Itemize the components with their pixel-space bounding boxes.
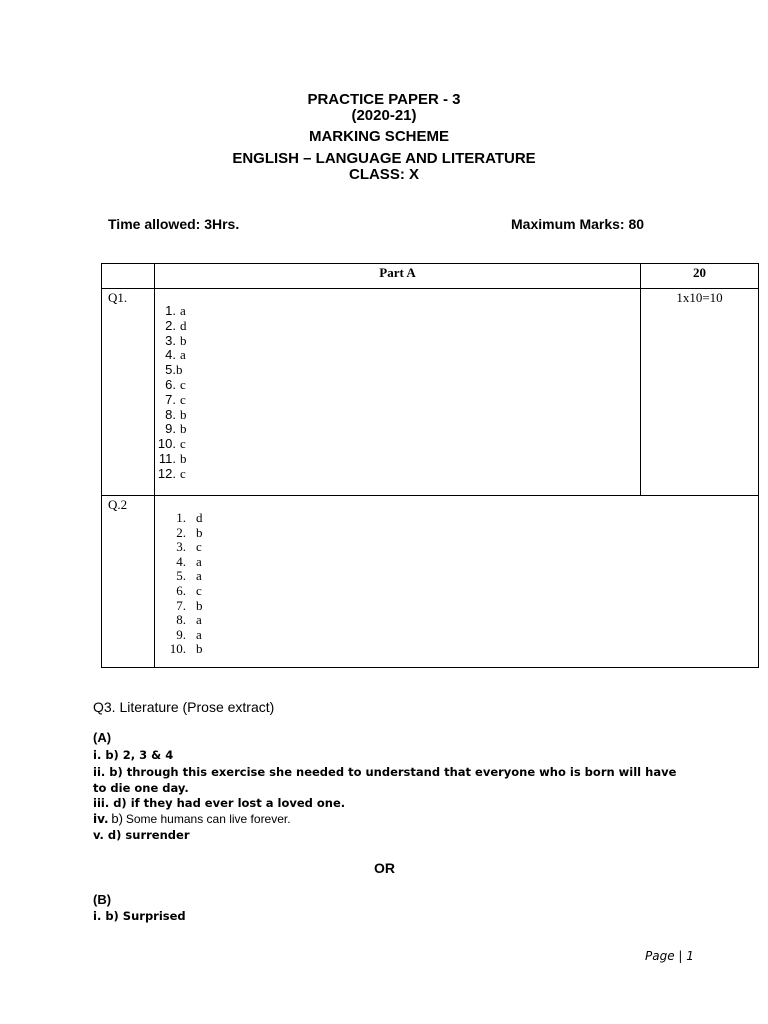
answer-a-i: i. b) 2, 3 & 4 — [93, 748, 174, 762]
q1-answer-letter: b — [180, 332, 187, 348]
q1-answer-letter: b — [180, 406, 187, 422]
q1-answer-number: 10. — [157, 436, 176, 452]
title-marking-scheme: MARKING SCHEME — [308, 128, 449, 145]
page-number: Page | 1 — [645, 949, 694, 963]
q1-answers-cell — [155, 289, 641, 496]
q1-answer-item — [155, 319, 640, 334]
section-b-label: (B) — [93, 892, 112, 907]
q2-answer-letter: d — [196, 510, 203, 525]
q2-answer-letter: a — [196, 553, 202, 569]
q2-answer-number: 4. — [176, 553, 186, 569]
time-allowed: Time allowed: 3Hrs. — [108, 216, 240, 232]
q1-answer-number: 9. — [165, 421, 176, 437]
q2-answer-letter: b — [196, 597, 203, 613]
q2-answer-item — [155, 526, 758, 541]
q1-answer-number: 12. — [157, 465, 176, 481]
q2-answer-item — [155, 555, 758, 570]
q1-answer-letter: c — [180, 436, 186, 452]
q3-heading: Q3. Literature (Prose extract) — [93, 699, 275, 715]
q2-answer-number: 7. — [176, 597, 186, 613]
q1-answer-letter: a — [180, 303, 186, 318]
table-row-q1 — [102, 289, 759, 496]
q1-answer-number: 1. — [165, 303, 176, 318]
or-separator: OR — [374, 860, 395, 876]
q1-answer-item — [155, 363, 640, 378]
q2-answer-letter: b — [196, 641, 203, 657]
q1-answer-item — [155, 334, 640, 349]
answer-a-iv-text: Some humans can live forever. — [125, 812, 291, 826]
q2-label: Q.2 — [102, 496, 155, 668]
q2-answer-number: 10. — [169, 641, 186, 657]
q1-answer-item — [155, 304, 640, 319]
q1-answer-number: 4. — [165, 347, 176, 363]
part-a-marks: 20 — [641, 264, 759, 289]
q1-answer-item — [155, 393, 640, 408]
answer-a-iv — [93, 811, 291, 826]
q1-answer-letter: c — [180, 391, 186, 407]
section-a-label: (A) — [93, 730, 112, 745]
answer-a-v: v. d) surrender — [93, 828, 190, 842]
part-a-heading: Part A — [155, 264, 641, 289]
q1-answer-letter: b — [180, 421, 187, 437]
q1-answer-number: 7. — [165, 391, 176, 407]
q1-answer-item — [155, 467, 640, 482]
answer-a-iii: iii. d) if they had ever lost a loved one. — [93, 796, 346, 810]
q2-answer-number: 6. — [176, 582, 186, 598]
empty-cell — [102, 264, 155, 289]
q2-answer-number: 8. — [176, 612, 186, 628]
q2-answer-number: 5. — [176, 568, 186, 584]
q1-answer-item — [155, 408, 640, 423]
q2-answers-cell — [155, 496, 759, 668]
q2-answer-number: 1. — [176, 510, 186, 525]
q2-answer-letter: c — [196, 539, 202, 555]
q2-answer-item — [155, 584, 758, 599]
q2-answer-letter: a — [196, 568, 202, 584]
title-subject: ENGLISH – LANGUAGE AND LITERATURE — [232, 150, 536, 167]
q2-answer-letter: a — [196, 612, 202, 628]
q1-label: Q1. — [102, 289, 155, 496]
q1-answer-list — [155, 304, 640, 482]
q2-answer-item — [155, 540, 758, 555]
q1-answer-number: 5. — [165, 362, 176, 378]
q1-answer-number: 11. — [158, 450, 176, 466]
q1-answer-letter: b — [180, 450, 187, 466]
q1-answer-number: 8. — [165, 406, 176, 422]
answer-a-iv-option: b) — [111, 811, 123, 826]
q1-answer-letter: d — [180, 317, 187, 333]
q2-answer-item — [155, 628, 758, 643]
q1-answer-letter: a — [180, 347, 186, 363]
marking-table — [101, 263, 759, 668]
q1-answer-number: 6. — [165, 376, 176, 392]
q2-answer-number: 2. — [176, 524, 186, 540]
q2-answer-item — [155, 642, 758, 657]
q1-answer-number: 2. — [165, 317, 176, 333]
q2-answer-item — [155, 613, 758, 628]
answer-a-ii: ii. b) through this exercise she needed to understand that everyone who is born will have to die one day. — [93, 765, 677, 795]
q1-answer-item — [155, 378, 640, 393]
title-year: (2020-21) — [351, 107, 417, 124]
q2-answer-letter: b — [196, 524, 203, 540]
q1-answer-item — [155, 452, 640, 467]
q2-answer-letter: a — [196, 626, 202, 642]
answer-a-iv-number: iv. — [93, 812, 109, 826]
table-header-row — [102, 264, 759, 289]
q1-answer-item — [155, 437, 640, 452]
q2-answer-letter: c — [196, 582, 202, 598]
q2-answer-item — [155, 511, 758, 526]
q2-answer-number: 9. — [176, 626, 186, 642]
answer-b-i: i. b) Surprised — [93, 909, 186, 923]
title-class: CLASS: X — [348, 166, 419, 183]
q2-answer-item — [155, 569, 758, 584]
q1-answer-number: 3. — [165, 332, 176, 348]
q2-answer-item — [155, 599, 758, 614]
q2-answer-list — [155, 511, 758, 657]
q1-answer-letter: b — [176, 362, 183, 378]
table-row-q2 — [102, 496, 759, 668]
q1-answer-item — [155, 348, 640, 363]
title-practice-paper: PRACTICE PAPER - 3 — [307, 91, 461, 108]
q2-answer-number: 3. — [176, 539, 186, 555]
q1-answer-item — [155, 422, 640, 437]
q1-answer-letter: c — [180, 465, 186, 481]
maximum-marks: Maximum Marks: 80 — [511, 216, 645, 232]
q1-marks: 1x10=10 — [641, 289, 759, 496]
q1-answer-letter: c — [180, 376, 186, 392]
